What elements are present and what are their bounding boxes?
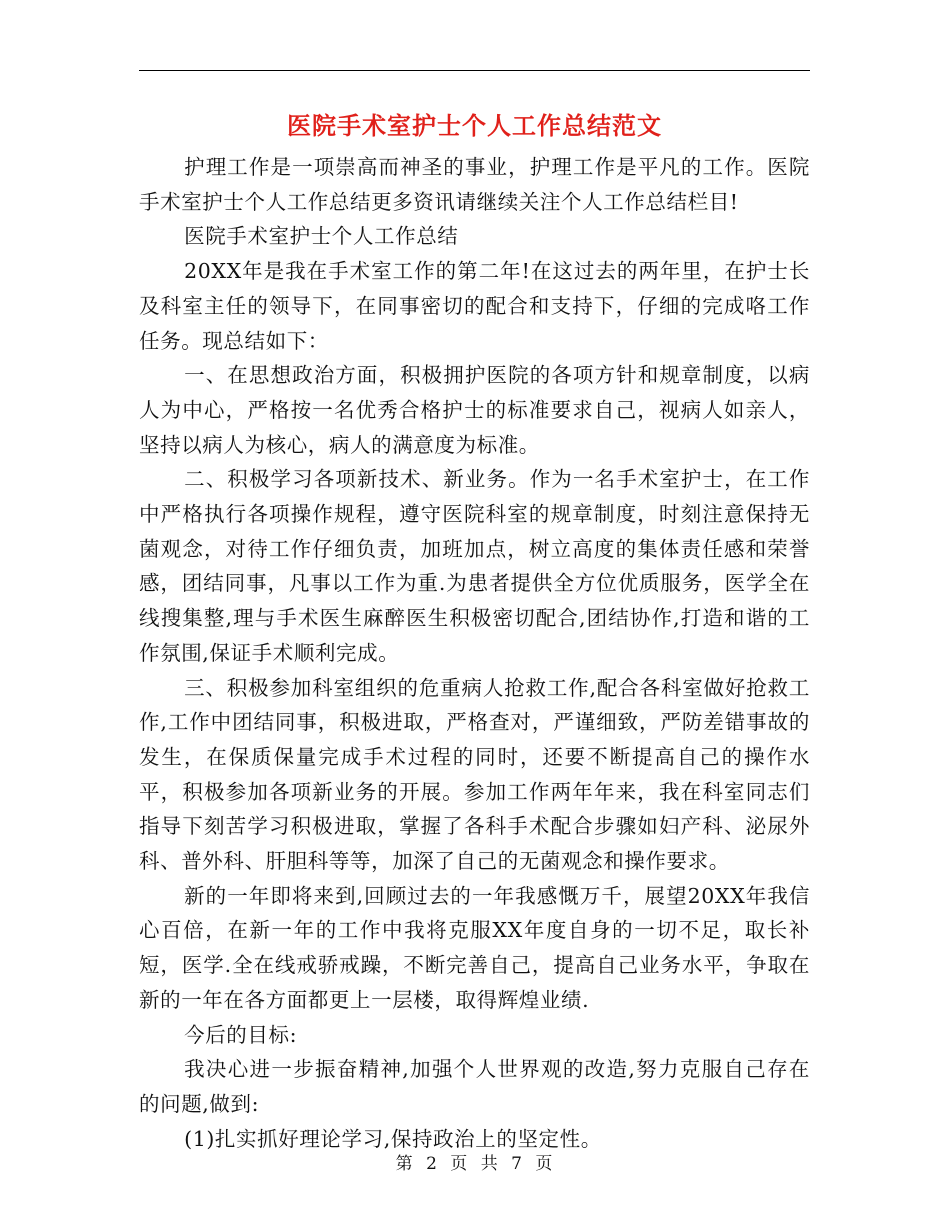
paragraph-goals-heading: 今后的目标: [184,1022,298,1047]
document-body [139,150,810,1156]
paragraph-overview: 20XX年是我在手术室工作的第二年!在这过去的两年里，在护士长及科室主任的领导下，在同事密切的配合和支持下，仔细的完成咯工作任务。现总结如下： [139,259,810,353]
header-rule [139,70,810,71]
paragraph-goal-1: (1)扎实抓好理论学习,保持政治上的坚定性。 [184,1126,602,1151]
document-title: 医院手术室护士个人工作总结范文 [287,111,662,140]
paragraph-section-1: 一、在思想政治方面，积极拥护医院的各项方针和规章制度，以病人为中心，严格按一名优秀合格护士的标准要求自己，视病人如亲人，坚持以病人为核心，病人的满意度为标准。 [139,363,810,457]
paragraph-section-2: 二、积极学习各项新技术、新业务。作为一名手术室护士，在工作中严格执行各项操作规程，遵守医院科室的规章制度，时刻注意保持无菌观念，对待工作仔细负责，加班加点，树立高度的集体责任感和荣誉感，团结同事，凡事以工作为重.为患者提供全方位优质服务，医学全在线搜集整,理与手术医生麻醉医生积极密切配合,团结协作,打造和谐的工作氛围,保证手术顺利完成。 [139,467,810,665]
paragraph-intro: 护理工作是一项崇高而神圣的事业，护理工作是平凡的工作。医院手术室护士个人工作总结更多资讯请继续关注个人工作总结栏目! [139,155,810,214]
paragraph-section-3: 三、积极参加科室组织的危重病人抢救工作,配合各科室做好抢救工作,工作中团结同事，积极进取，严格查对，严谨细致，严防差错事故的发生，在保质保量完成手术过程的同时，还要不断提高自己的操作水平，积极参加各项新业务的开展。参加工作两年年来，我在科室同志们指导下刻苦学习积极进取，掌握了各科手术配合步骤如妇产科、泌尿外科、普外科、肝胆科等等，加深了自己的无菌观念和操作要求。 [139,675,810,874]
page-number-footer: 第 2 页 共 7 页 [395,1154,555,1174]
paragraph-resolution: 我决心进一步振奋精神,加强个人世界观的改造,努力克服自己存在的问题,做到: [139,1057,810,1116]
paragraph-subtitle: 医院手术室护士个人工作总结 [184,224,459,249]
paragraph-outlook: 新的一年即将来到,回顾过去的一年我感慨万千，展望20XX年我信心百倍，在新一年的工作中我将克服XX年度自身的一切不足，取长补短，医学.全在线戒骄戒躁，不断完善自己，提高自己业务水平，争取在新的一年在各方面都更上一层楼，取得辉煌业绩. [139,883,810,1012]
